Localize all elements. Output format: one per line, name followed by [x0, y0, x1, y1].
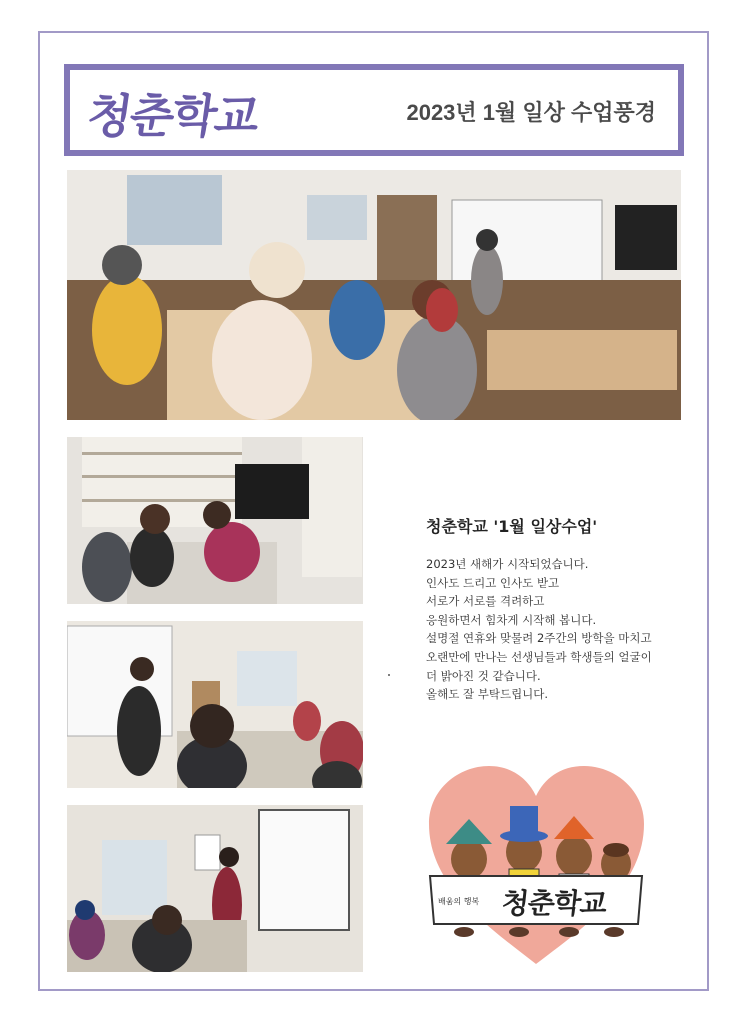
mascot-illustration: [424, 764, 649, 969]
article-line: 설명절 연휴와 맞물려 2주간의 방학을 마치고: [426, 631, 652, 646]
classroom-photo-wide: [67, 170, 681, 420]
article-body: [426, 555, 706, 704]
article-line: 2023년 새해가 시작되었습니다.: [426, 557, 589, 571]
article-line: 인사도 드리고 인사도 받고: [426, 575, 560, 590]
classroom-photo-library: [67, 437, 363, 604]
article-line: 더 밝아진 것 같습니다.: [426, 668, 541, 683]
classroom-photo-teacher: [67, 621, 363, 788]
article-title: 청춘학교 '1월 일상수업': [426, 517, 598, 536]
school-logo: 청춘학교: [83, 89, 262, 143]
mascot-banner-text: 청춘학교: [500, 887, 608, 920]
page-title: 2023년 1월 일상 수업풍경: [406, 100, 656, 125]
article-line: 오랜만에 만나는 선생님들과 학생들의 얼굴이: [426, 649, 652, 664]
mascot-slogan: 배움의 행복: [438, 897, 480, 906]
article-line: 응원하면서 힘차게 시작해 봅니다.: [426, 612, 597, 627]
stray-dot: [388, 674, 390, 676]
header-banner: [64, 64, 684, 156]
article-line: 올해도 잘 부탁드립니다.: [426, 687, 549, 702]
classroom-photo-whiteboard: [67, 805, 363, 972]
article-line: 서로가 서로를 격려하고: [426, 594, 545, 609]
